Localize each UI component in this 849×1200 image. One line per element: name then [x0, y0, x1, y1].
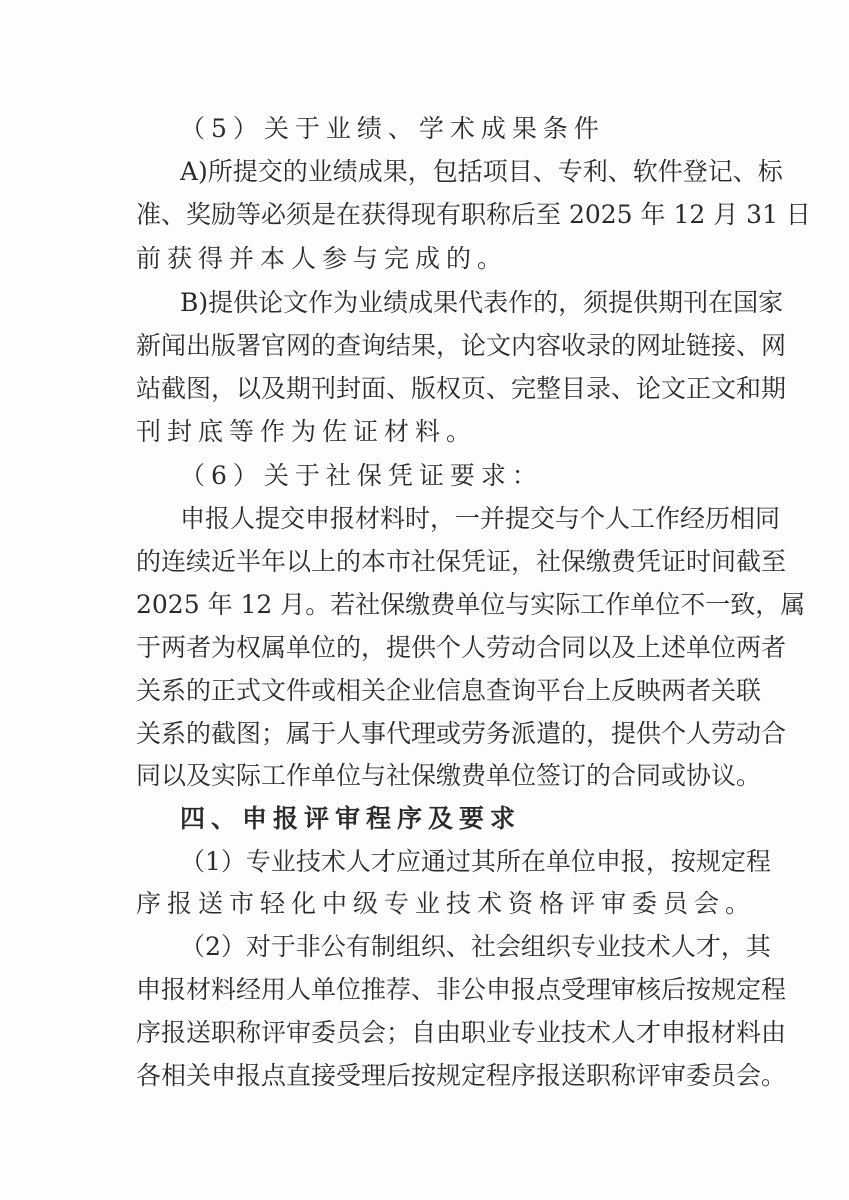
text-line: 各相关申报点直接受理后按规定程序报送职称评审委员会。 [136, 1061, 787, 1090]
text-line: 申报材料经用人单位推荐、非公申报点受理审核后按规定程 [136, 975, 787, 1004]
text-line: 于两者为权属单位的，提供个人劳动合同以及上述单位两者 [136, 633, 787, 662]
text-line: B)提供论文作为业绩成果代表作的，须提供期刊在国家 [180, 288, 784, 317]
text-line: 关系的正式文件或相关企业信息查询平台上反映两者关联 [136, 676, 762, 705]
text-line: 的连续近半年以上的本市社保凭证，社保缴费凭证时间截至 [136, 547, 787, 576]
text-line: （6）关于社保凭证要求： [180, 461, 543, 490]
text-line: 新闻出版署官网的查询结果，论文内容收录的网址链接、网 [136, 331, 787, 360]
text-line: 关系的截图；属于人事代理或劳务派遣的，提供个人劳动合 [136, 719, 787, 748]
text-line: 同以及实际工作单位与社保缴费单位签订的合同或协议。 [136, 761, 762, 790]
text-line: 刊封底等作为佐证材料。 [136, 417, 478, 446]
text-line: 准、奖励等必须是在获得现有职称后至 2025 年 12 月 31 日 [136, 200, 811, 229]
text-line: 前获得并本人参与完成的。 [136, 244, 509, 273]
text-line: A)所提交的业绩成果，包括项目、专利、软件登记、标 [180, 157, 783, 186]
text-line: （1）专业技术人才应通过其所在单位申报，按规定程 [180, 847, 771, 876]
text-line: 2025 年 12 月。若社保缴费单位与实际工作单位不一致，属 [136, 590, 806, 619]
text-line: 申报人提交申报材料时，一并提交与个人工作经历相同 [180, 504, 781, 533]
text-line: 序报送职称评审委员会；自由职业专业技术人才申报材料由 [136, 1018, 787, 1047]
text-line: 站截图，以及期刊封面、版权页、完整目录、论文正文和期 [136, 374, 787, 403]
text-line: （5）关于业绩、学术成果条件 [180, 114, 605, 143]
section-heading: 四、申报评审程序及要求 [180, 804, 522, 833]
text-line: 序报送市轻化中级专业技术资格评审委员会。 [136, 889, 757, 918]
text-line: （2）对于非公有制组织、社会组织专业技术人才，其 [180, 932, 771, 961]
